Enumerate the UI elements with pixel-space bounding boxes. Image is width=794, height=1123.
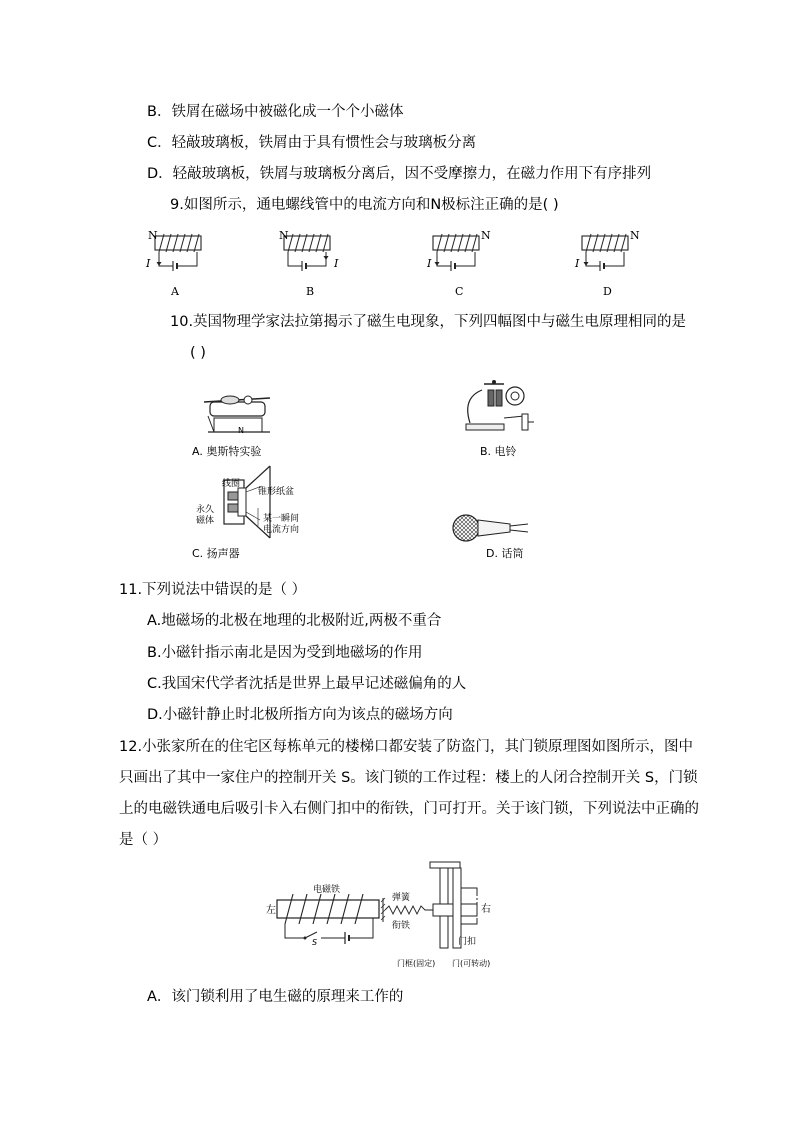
q9-c-pole: N: [481, 229, 491, 242]
q9-d-current: I: [575, 257, 580, 270]
q9-a-pole: N: [148, 229, 158, 242]
q10-stem: 10.英国物理学家法拉第揭示了磁生电现象，下列四幅图中与磁生电原理相同的是: [170, 314, 687, 330]
microphone-figure: [450, 510, 530, 550]
q9-b-pole: N: [279, 229, 289, 242]
solenoid-b: [284, 234, 330, 271]
q9-c-current: I: [427, 257, 432, 270]
lock-right-label: 右: [481, 904, 491, 915]
lock-frame-label: 门框(固定): [397, 959, 436, 968]
q10-caption-a: A. 奥斯特实验: [192, 445, 262, 458]
q9-d-label: D: [603, 285, 612, 298]
q9-a-label: A: [171, 285, 179, 298]
q10-caption-b: B. 电铃: [480, 445, 517, 458]
solenoid-d: [582, 234, 628, 271]
speaker-current-label-1: 某一瞬间: [263, 514, 300, 524]
lock-latch-label: 门扣: [458, 937, 477, 947]
q11-option-a: A.地磁场的北极在地理的北极附近,两极不重合: [147, 613, 442, 629]
oersted-n-label: N: [238, 426, 244, 435]
speaker-magnet-label-2: 磁体: [196, 516, 215, 526]
q11-option-b: B.小磁针指示南北是因为受到地磁场的作用: [147, 645, 423, 661]
q12-line-2: 只画出了其中一家住户的控制开关 S。该门锁的工作过程：楼上的人闭合控制开关 S，门锁: [119, 770, 698, 786]
q12-line-4: 是（ ）: [119, 832, 168, 848]
q9-stem: 9.如图所示，通电螺线管中的电流方向和N极标注正确的是( ): [170, 197, 559, 213]
speaker-cone-label: 锥形纸盆: [258, 487, 295, 497]
electric-bell-figure: [460, 378, 540, 438]
speaker-coil-label: 线圈: [222, 479, 241, 489]
q11-stem: 11.下列说法中错误的是（ ）: [119, 582, 307, 598]
q11-option-d: D.小磁针静止时北极所指方向为该点的磁场方向: [147, 707, 453, 723]
q9-b-label: B: [306, 285, 315, 298]
q10-caption-d: D. 话筒: [486, 547, 524, 560]
lock-switch-label: S: [312, 938, 318, 947]
q9-d-pole: N: [630, 229, 640, 242]
q8-option-c: C．轻敲玻璃板，铁屑由于具有惯性会与玻璃板分离: [147, 135, 477, 151]
q8-option-d: D．轻敲玻璃板，铁屑与玻璃板分离后，因不受摩擦力，在磁力作用下有序排列: [147, 166, 652, 182]
lock-electromagnet-label: 电磁铁: [313, 885, 341, 895]
solenoid-a: [155, 234, 201, 271]
q11-option-c: C.我国宋代学者沈括是世界上最早记述磁偏角的人: [147, 676, 467, 692]
q12-line-1: 12.小张家所在的住宅区每栋单元的楼梯口都安装了防盗门，其门锁原理图如图所示，图中: [119, 739, 694, 755]
q9-b-current: I: [334, 257, 339, 270]
lock-door-label: 门(可转动): [452, 959, 491, 968]
q8-option-b: B．铁屑在磁场中被磁化成一个个小磁体: [147, 104, 404, 120]
q9-a-current: I: [146, 257, 151, 270]
lock-spring-label: 弹簧: [392, 893, 411, 903]
q9-c-label: C: [455, 285, 464, 298]
lock-left-label: 左: [266, 905, 276, 916]
q10-caption-c: C. 扬声器: [192, 547, 240, 560]
lock-armature-label: 衔铁: [392, 921, 411, 931]
q12-line-3: 上的电磁铁通电后吸引卡入右侧门扣中的衔铁，门可打开。关于该门锁，下列说法中正确的: [119, 801, 699, 817]
speaker-magnet-label-1: 永久: [196, 505, 215, 515]
solenoid-c: [433, 234, 479, 271]
q12-option-a: A．该门锁利用了电生磁的原理来工作的: [147, 989, 404, 1005]
speaker-current-label-2: 电流方向: [263, 525, 300, 535]
q9-solenoid-diagrams: [0, 228, 794, 308]
q10-paren: ( ): [190, 345, 206, 361]
